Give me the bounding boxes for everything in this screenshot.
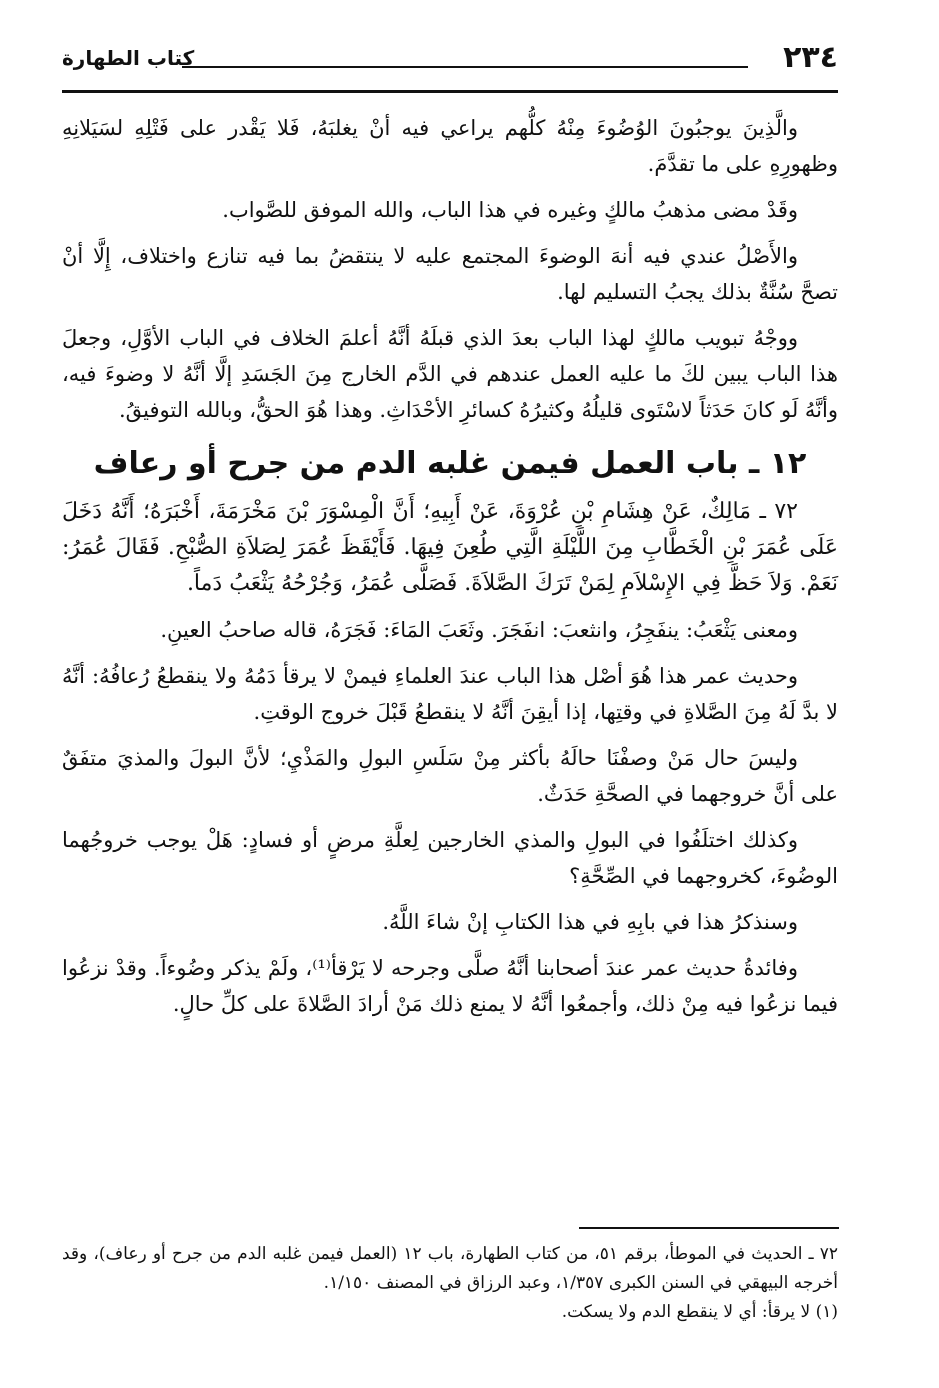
paragraph: ومعنى يَثْعَبُ: ينفَجِرُ، وانثعبَ: انفَجَرَ. وثَعَبَ المَاءَ: فَجَرَهُ، قاله صاحبُ العينِ.: [160, 618, 798, 642]
paragraph: وليسَ حال مَنْ وصفْنَا حالَهُ بأكثر مِنْ سَلَسِ البولِ والمَذْيِ؛ لأنَّ البولَ والمذيَ متفَقٌ على أنَّ خروجهما في الصحَّةِ حَدَثٌ.: [62, 746, 838, 806]
header-rule: [182, 66, 748, 68]
paragraph: وسنذكرُ هذا في بابِهِ في هذا الكتابِ إنْ شاءَ اللَّهُ.: [382, 910, 798, 934]
chapter-heading: ١٢ ـ باب العمل فيمن غلبه الدم من جرح أو رعاف: [93, 446, 807, 481]
paragraph: والَّذِينَ يوجبُونَ الوُضُوءَ مِنْهُ كلُّهم يراعي فيه أنْ يغلبَهُ، فَلا يَقْدر على فَتْلِهِ لسَيَلانِهِ وظهورِهِ على ما تقدَّمَ.: [62, 116, 838, 176]
paragraph: وقَدْ مضى مذهبُ مالكٍ وغيره في هذا الباب، والله الموفق للصَّواب.: [222, 198, 798, 222]
paragraph: ووجْهُ تبويب مالكٍ لهذا الباب بعدَ الذي قبلَهُ أنَّهُ أعلمَ الخلاف في الباب الأوَّلِ، وجعلَ هذا الباب يبين لكَ ما عليه العمل عندهم في الدَّم الخارج مِنَ الجَسَدِ إلَّا أنَّهُ لا وضوءَ فيه، وأنَّهُ لَو كانَ حَدَثاً لاسْتَوى قليلُهُ وكثيرُهُ كسائرِ الأحْدَاثِ. وهذا هُوَ الحقُّ، وبالله التوفيقُ.: [62, 326, 838, 422]
page-number: ٢٣٤: [783, 40, 838, 75]
main-text: [62, 110, 838, 1032]
paragraph: وحديث عمر هذا هُوَ أصْل هذا الباب عندَ العلماءِ فيمنْ لا يرقأ دَمُهُ ولا ينقطعُ رُعافُهُ: أنَّهُ لا بدَّ لَهُ مِنَ الصَّلاةِ في وقتِها، إذا أيقِنَ أنَّهُ لا ينقطعُ قَبْلَ خروج الوقتِ.: [62, 664, 838, 724]
paragraph: وفائدةُ حديث عمر عندَ أصحابنا أنَّهُ صلَّى وجرحه لا يَرْقأ⁽¹⁾، ولَمْ يذكر وضُوءاً. وقدْ نزعُوا فيما نزعُوا فيه مِنْ ذلك، وأجمعُوا أنَّهُ لا يمنع ذلك مَنْ أرادَ الصَّلاةَ على كلِّ حالٍ.: [62, 956, 838, 1016]
page-header: [62, 38, 838, 93]
footnote: ٧٢ ـ الحديث في الموطأ، برقم ٥١، من كتاب الطهارة، باب ١٢ (العمل فيمن غلبه الدم من جرح أو رعاف)، وقد أخرجه البيهقي في السنن الكبرى ١/٣٥٧، وعبد الرزاق في المصنف ١/١٥٠.: [62, 1244, 839, 1293]
paragraph: والأَصْلُ عندي فيه أنهَ الوضوءَ المجتمع عليه لا ينتقضُ بما فيه تنازع واختلاف، إِلَّا أنْ تصحَّ سُنَّةٌ بذلك يجبُ التسليم لها.: [62, 244, 838, 304]
footnote: (١) لا يرقأ: أي لا ينقطع الدم ولا يسكت.: [561, 1302, 838, 1322]
footnotes: [62, 1240, 838, 1327]
footnote-separator: [579, 1227, 839, 1229]
book-title: كتاب الطهارة: [62, 46, 195, 70]
paragraph: وكذلك اختلَفُوا في البولِ والمذي الخارجين لِعلَّةِ مرضٍ أو فسادٍ: هَلْ يوجب خروجُهما الوضُوءَ، كخروجهما في الصِّحَّةِ؟: [62, 828, 838, 888]
hadith-text: ٧٢ ـ مَالِكٌ، عَنْ هِشَامِ بْنِ عُرْوَةَ، عَنْ أَبِيهِ؛ أَنَّ الْمِسْوَرَ بْنَ مَخْرَمَةَ، أَخْبَرَهُ؛ أَنَّهُ دَخَلَ عَلَى عُمَرَ بْنِ الْخَطَّابِ مِنَ اللَّيْلَةِ الَّتِي طُعِنَ فِيهَا. فَأَيْقَظَ عُمَرَ لِصَلاَةِ الصُّبْحِ. فَقَالَ عُمَرُ: نَعَمْ. وَلاَ حَظَّ فِي الإِسْلاَمِ لِمَنْ تَرَكَ الصَّلاَةَ. فَصَلَّى عُمَرُ، وَجُرْحُهُ يَثْعَبُ دَماً.: [62, 499, 838, 596]
